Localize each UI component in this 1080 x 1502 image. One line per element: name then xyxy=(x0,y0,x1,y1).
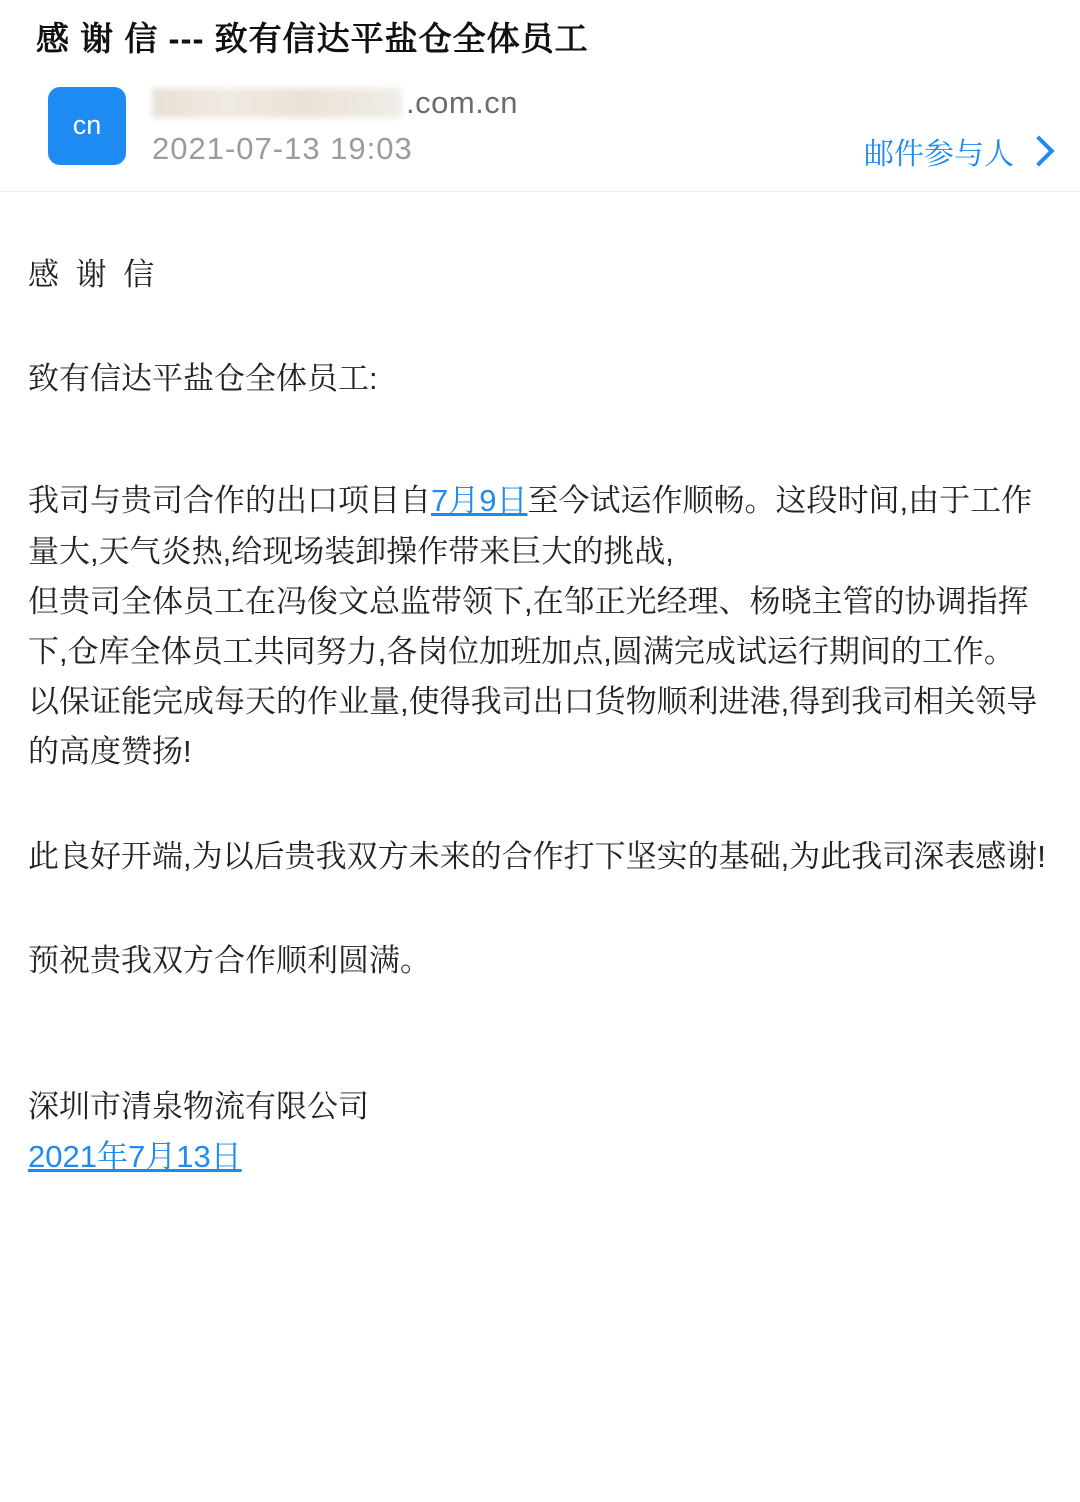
mail-header xyxy=(0,75,1080,192)
mail-subject: 感 谢 信 --- 致有信达平盐仓全体员工 xyxy=(36,20,589,57)
body-title: 感 谢 信 xyxy=(28,256,159,292)
spacer xyxy=(28,808,1050,832)
spacer xyxy=(28,330,1050,354)
spacer xyxy=(28,434,1050,476)
body-paragraph-3: 以保证能完成每天的作业量,使得我司出口货物顺利进港,得到我司相关领导的高度赞扬! xyxy=(28,684,1038,770)
body-salutation: 致有信达平盐仓全体员工: xyxy=(28,361,378,397)
body-paragraph-5: 预祝贵我双方合作顺利圆满。 xyxy=(28,942,431,978)
signature-block xyxy=(28,1082,1050,1212)
spacer xyxy=(28,912,1050,936)
mail-body xyxy=(0,192,1080,1213)
participants-button[interactable] xyxy=(864,129,1050,173)
participants-label: 邮件参与人 xyxy=(864,137,1014,171)
mail-date: 2021-07-13 19:03 xyxy=(152,130,413,166)
para1-text-before: 我司与贵司合作的出口项目自 xyxy=(28,483,431,519)
spacer xyxy=(28,1016,1050,1058)
para1-text-after: 至今试运作顺畅。这段时间,由于工作量大,天气炎热,给现场装卸操作带来巨大的挑战, xyxy=(28,483,1033,569)
sender-block xyxy=(152,81,864,167)
masked-address-redaction xyxy=(152,88,402,118)
avatar: cn xyxy=(48,87,126,165)
spacer xyxy=(28,1058,1050,1082)
body-paragraph-1 xyxy=(28,476,1050,576)
chevron-right-icon xyxy=(1023,135,1054,166)
signature-company: 深圳市清泉物流有限公司 xyxy=(28,1089,369,1125)
body-paragraph-4: 此良好开端,为以后贵我双方未来的合作打下坚实的基础,为此我司深表感谢! xyxy=(28,838,1046,874)
body-paragraph-2: 但贵司全体员工在冯俊文总监带领下,在邹正光经理、杨晓主管的协调指挥下,仓库全体员工共同努力,各岗位加班加点,圆满完成试运行期间的工作。 xyxy=(28,583,1029,669)
date-link-july-9[interactable]: 7月9日 xyxy=(431,483,528,519)
sender-address-text: .com.cn xyxy=(406,84,519,120)
signature-date[interactable]: 2021年7月13日 xyxy=(28,1139,242,1175)
sender-address[interactable] xyxy=(152,81,864,125)
